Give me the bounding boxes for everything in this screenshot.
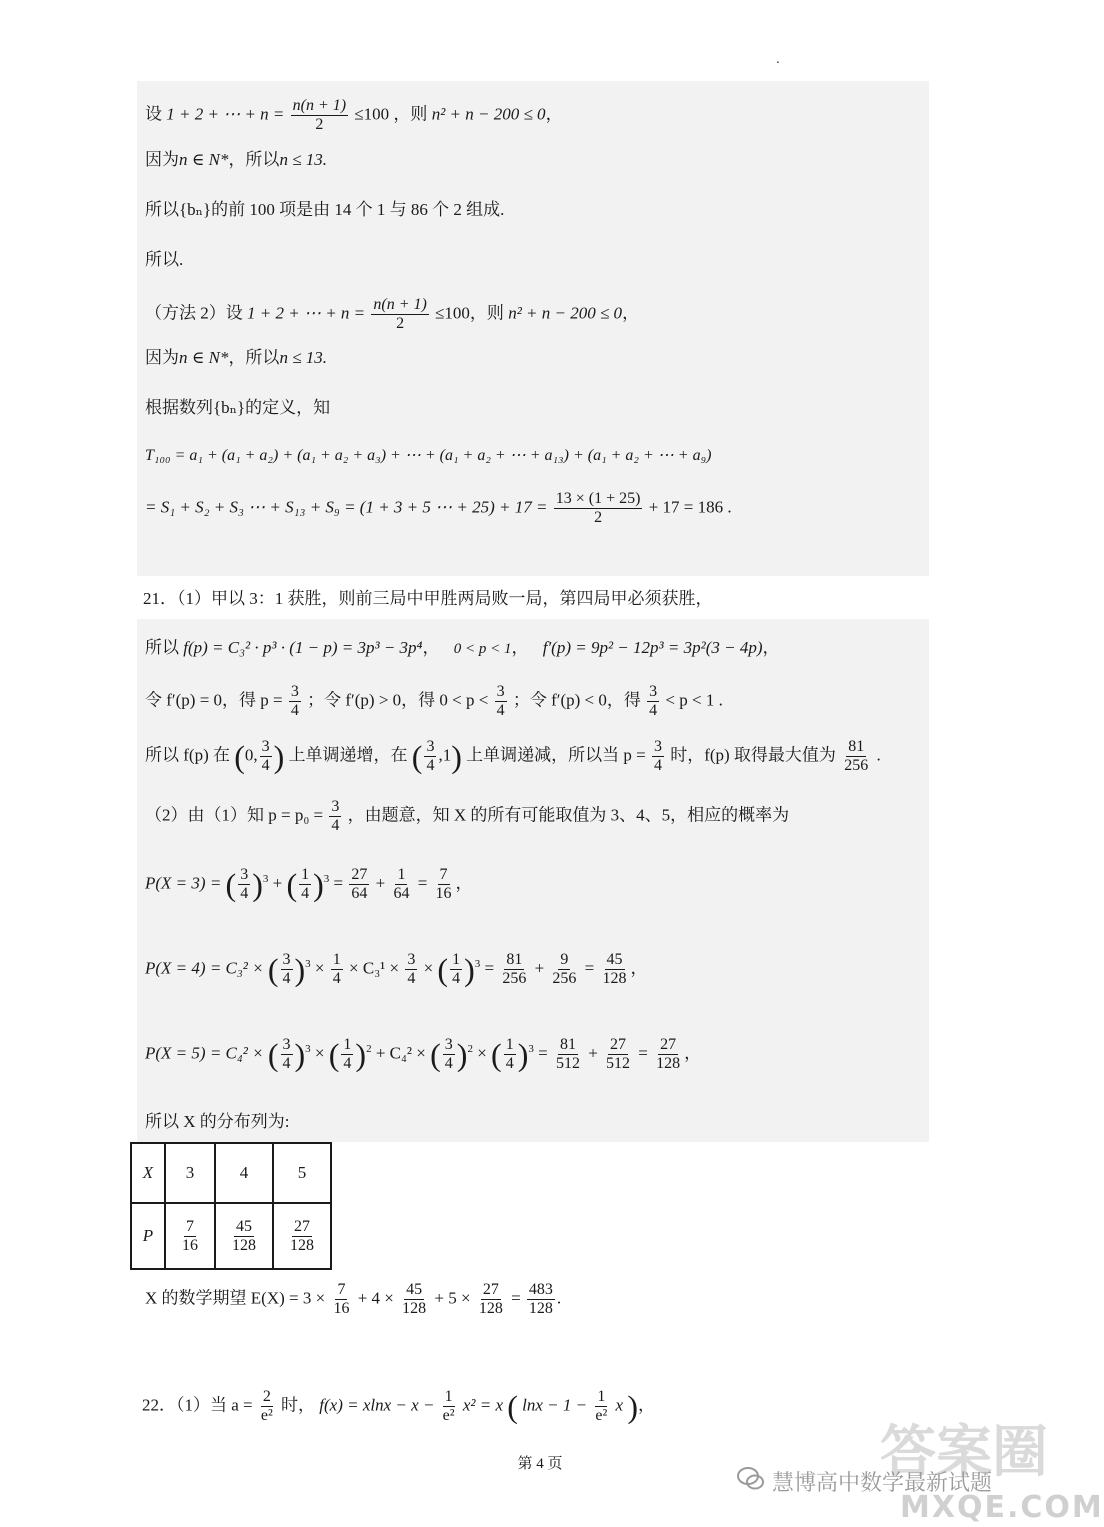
page-number: 第 4 页 — [517, 1456, 563, 1472]
line-bn-composition: 所以{bₙ}的前 100 项是由 14 个 1 与 86 个 2 组成. — [145, 200, 505, 219]
q21-p-x3: P(X = 3) = ( $\frac{3}{4}$ )$^3$ + ( $\frac{1}{4}$ )$^3$ = $\frac{27}{64}$ + $\frac{1}{64}$ = $\frac{7}{16}$ ， — [145, 866, 473, 903]
q21-dist-label: 所以 X 的分布列为: — [145, 1112, 290, 1131]
table-row — [131, 1143, 331, 1203]
table-row — [131, 1203, 331, 1269]
top-dot: . — [776, 52, 780, 66]
watermark-logo-text: 答案圈 — [880, 1420, 1048, 1485]
table-cell: 4 — [215, 1143, 273, 1203]
watermark-text: 慧博高中数学最新试题 — [772, 1471, 993, 1496]
distribution-table — [130, 1142, 332, 1270]
line-sum-bound: 设 1 + 2 + ⋯ + n = $\frac{n(n + 1)}{2}$ ≤100 ，则 n² + n − 200 ≤ 0， — [145, 97, 563, 133]
line-method-2: （方法 2）设 1 + 2 + ⋯ + n = $\frac{n(n + 1)}{2}$ ≤100，则 n² + n − 200 ≤ 0， — [145, 296, 640, 332]
q21-monotonic: 所以 f(p) 在 (0, $\frac{3}{4}$ ) 上单调递增，在 ( $\frac{3}{4}$ ,1) 上单调递减，所以当 p = $\frac{3}{4}$ 时，f(p) 取得最大值为 $\frac{81}{256}$ . — [145, 738, 881, 775]
q21-part2: （2）由（1）知 p = p₀ = $\frac{3}{4}$ ，由题意，知 X 的所有可能取值为 3、4、5，相应的概率为 — [145, 798, 790, 834]
line-therefore: 所以. — [145, 250, 184, 269]
table-cell: $\frac{27}{128}$ — [273, 1203, 331, 1269]
watermark-url: MXQE.COM — [900, 1490, 1104, 1525]
table-header-p: P — [131, 1203, 165, 1269]
line-by-definition: 根据数列{bₙ}的定义，知 — [145, 398, 331, 417]
table-cell: $\frac{7}{16}$ — [165, 1203, 215, 1269]
line-t100-result: = S₁ + S₂ + S₃ ⋯ + S₁₃ + S₉ = (1 + 3 + 5 ⋯ + 25) + 17 = $\frac{13 \times (1 + 25)}{2}$ + 17 = 186 . — [145, 490, 732, 526]
line-n-range: 因为n ∈ N*，所以n ≤ 13. — [145, 150, 328, 169]
q21-p-x5: P(X = 5) = C₄² × ( $\frac{3}{4}$ )$^3$ × ( $\frac{1}{4}$ )$^2$ + C₄² × ( $\frac{3}{4}$ )$^2$ × ( $\frac{1}{4}$ )$^3$ = $\frac{81}{512}$ + $\frac{27}{512}$ = $\frac{27}{128}$ ， — [145, 1036, 702, 1073]
q21-derivative-sign: 令 f′(p) = 0，得 p = $\frac{3}{4}$ ；令 f′(p) > 0，得 0 < p < $\frac{3}{4}$ ；令 f′(p) < 0，得 $\frac{3}{4}$ < p < 1 . — [145, 683, 723, 719]
line-n-range-2: 因为n ∈ N*，所以n ≤ 13. — [145, 348, 328, 367]
q22-first-line: 22．（1）当 a = $\frac{2}{\text{e²}}$ 时， f(x) = xlnx − x − $\frac{1}{\text{e²}}$ x² = x ( lnx − 1 − $\frac{1}{\text{e²}}$ x )， — [142, 1388, 655, 1425]
q21-fp: 所以 f(p) = C₃² · p³ · (1 − p) = 3p³ − 3p⁴， 0 < p < 1， f′(p) = 9p² − 12p³ = 3p²(3 − 4p)， — [145, 638, 780, 657]
table-cell: 5 — [273, 1143, 331, 1203]
q21-expectation: X 的数学期望 E(X) = 3 × $\frac{7}{16}$ + 4 × $\frac{45}{128}$ + 5 × $\frac{27}{128}$ = $\frac{483}{128}$ . — [145, 1281, 562, 1317]
wechat-icon — [737, 1466, 765, 1492]
line-t100: T₁₀₀ = a₁ + (a₁ + a₂) + (a₁ + a₂ + a₃) + ⋯ + (a₁ + a₂ + ⋯ + a₁₃) + (a₁ + a₂ + ⋯ + a₉) — [145, 447, 712, 464]
table-header-x: X — [131, 1143, 165, 1203]
table-cell: $\frac{45}{128}$ — [215, 1203, 273, 1269]
q21-title: 21．（1）甲以 3：1 获胜，则前三局中甲胜两局败一局，第四局甲必须获胜， — [143, 589, 713, 608]
table-cell: 3 — [165, 1143, 215, 1203]
q21-p-x4: P(X = 4) = C₃² × ( $\frac{3}{4}$ )$^3$ × $\frac{1}{4}$ × C₃¹ × $\frac{3}{4}$ × ( $\frac{1}{4}$ )$^3$ = $\frac{81}{256}$ + $\frac{9}{256}$ = $\frac{45}{128}$ ， — [145, 951, 648, 988]
